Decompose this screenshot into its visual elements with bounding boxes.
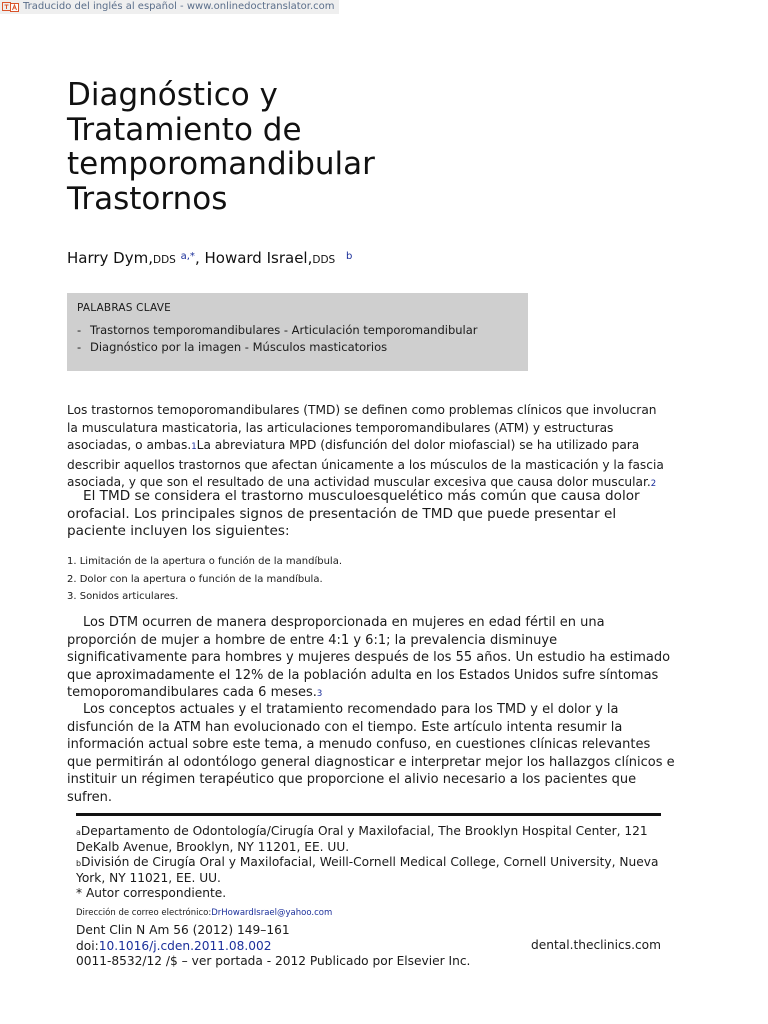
doi-line — [76, 939, 470, 955]
title-line: Tratamiento de — [67, 111, 302, 148]
keyword-dash: - — [77, 323, 82, 337]
keyword-dash: - — [77, 340, 82, 354]
footnote-mark: a — [76, 828, 81, 837]
author-name: Howard Israel, — [204, 249, 313, 267]
affiliation-b — [76, 855, 661, 886]
affiliation-text: Departamento de Odontología/Cirugía Oral y Maxilofacial, The Brooklyn Hospital Center, 121 DeKalb Avenue, Brooklyn, NY 11201, EE. UU. — [76, 824, 648, 854]
keyword-item — [77, 322, 518, 339]
author-degree: DDS — [312, 254, 336, 266]
corresponding-author: * Autor correspondiente. — [76, 886, 227, 900]
paragraph-text: Los conceptos actuales y el tratamiento recomendado para los TMD y el dolor y la disfunción de la ATM han evolucionado con el tiempo. Este artículo intenta resumir la información actual sobre este tema, a menudo confuso, en cuestiones clínicas relevantes que permitirán al odontólogo general diagnosticar e interpretar mejor los hallazgos clínicos e instituir un régimen terapéutico que proporcione el alivio necesario a los pacientes que sufren. — [67, 702, 675, 805]
email-link[interactable]: DrHowardIsrael@yahoo.com — [211, 908, 333, 918]
footnote-mark: b — [76, 859, 82, 868]
journal-info — [76, 923, 470, 970]
author-line — [67, 249, 352, 267]
title-line: temporomandibular — [67, 146, 375, 182]
abstract-text: Los trastornos temoporomandibulares (TMD) se definen como problemas clínicos que involucran la musculatura masticatoria, las articulaciones temporomandibulares (ATM) y estructuras asociadas, o ambas. — [67, 403, 657, 452]
keywords-box — [67, 293, 528, 371]
intro-text: El TMD se considera el trastorno musculoesquelético más común que causa dolor orofacial. Los principales signos de presentación de TMD que puede presentar el paciente incluyen los siguientes: — [67, 488, 640, 539]
list-item: 3. Sonidos articulares. — [67, 591, 179, 602]
footnote-divider — [76, 813, 661, 816]
reference-link[interactable]: 2 — [650, 479, 657, 489]
affiliation-a — [76, 824, 661, 855]
author-affiliation-link[interactable]: a,* — [180, 251, 195, 262]
copyright-line: 0011-8532/12 /$ – ver portada - 2012 Publicado por Elsevier Inc. — [76, 954, 471, 968]
intro-paragraph — [67, 488, 677, 541]
keyword-text: Diagnóstico por la imagen - Músculos masticatorios — [90, 340, 388, 354]
journal-citation: Dent Clin N Am 56 (2012) 149–161 — [76, 923, 290, 937]
body-paragraph — [67, 614, 675, 704]
journal-website[interactable]: dental.theclinics.com — [530, 938, 661, 952]
email-label: Dirección de correo electrónico: — [76, 908, 212, 918]
symptoms-list — [67, 553, 342, 606]
abstract-text: La abreviatura MPD (disfunción del dolor miofascial) se ha utilizado para describir aquellos trastornos que afectan únicamente a los músculos de la masticación y la fascia asociada, y que son el resultado de una actividad muscular excesiva que causa dolor muscular. — [67, 438, 664, 489]
keyword-text: Trastornos temporomandibulares - Articulación temporomandibular — [90, 323, 478, 337]
author-affiliation-link[interactable]: b — [345, 251, 353, 262]
footnotes — [76, 824, 661, 921]
author-name: Harry Dym, — [67, 249, 153, 267]
body-paragraph — [67, 701, 675, 806]
doi-label: doi: — [76, 938, 99, 953]
email-line — [76, 906, 661, 921]
author-degree: DDS — [153, 254, 176, 266]
article-title — [67, 78, 375, 216]
translator-banner[interactable] — [0, 0, 339, 14]
title-line: Diagnóstico y — [67, 77, 278, 113]
list-item: 2. Dolor con la apertura o función de la mandíbula. — [67, 573, 323, 585]
affiliation-text: División de Cirugía Oral y Maxilofacial, Weill-Cornell Medical College, Cornell University, Nueva York, NY 11021, EE. UU. — [76, 855, 659, 885]
keyword-item — [77, 339, 518, 356]
reference-link[interactable]: 1 — [191, 442, 197, 452]
reference-link[interactable]: 3 — [316, 689, 323, 699]
author-separator: , — [194, 249, 205, 267]
title-line: Trastornos — [67, 180, 228, 217]
paragraph-text: Los DTM ocurren de manera desproporcionada en mujeres en edad fértil en una proporción de mujer a hombre de entre 4:1 y 6:1; la prevalencia disminuye significativamente para hombres y mujeres después de los 55 años. Un estudio ha estimado que aproximadamente el 12% de la población adulta en los Estados Unidos sufre síntomas temoporomandibulares cada 6 meses. — [67, 615, 671, 700]
abstract — [67, 402, 667, 494]
list-item: 1. Limitación de la apertura o función de la mandíbula. — [67, 556, 342, 567]
translate-icon — [2, 2, 20, 12]
translator-banner-text[interactable]: Traducido del inglés al español - www.onlinedoctranslator.com — [23, 1, 335, 12]
keywords-heading: PALABRAS CLAVE — [77, 302, 171, 314]
doi-link[interactable]: 10.1016/j.cden.2011.08.002 — [98, 938, 272, 953]
